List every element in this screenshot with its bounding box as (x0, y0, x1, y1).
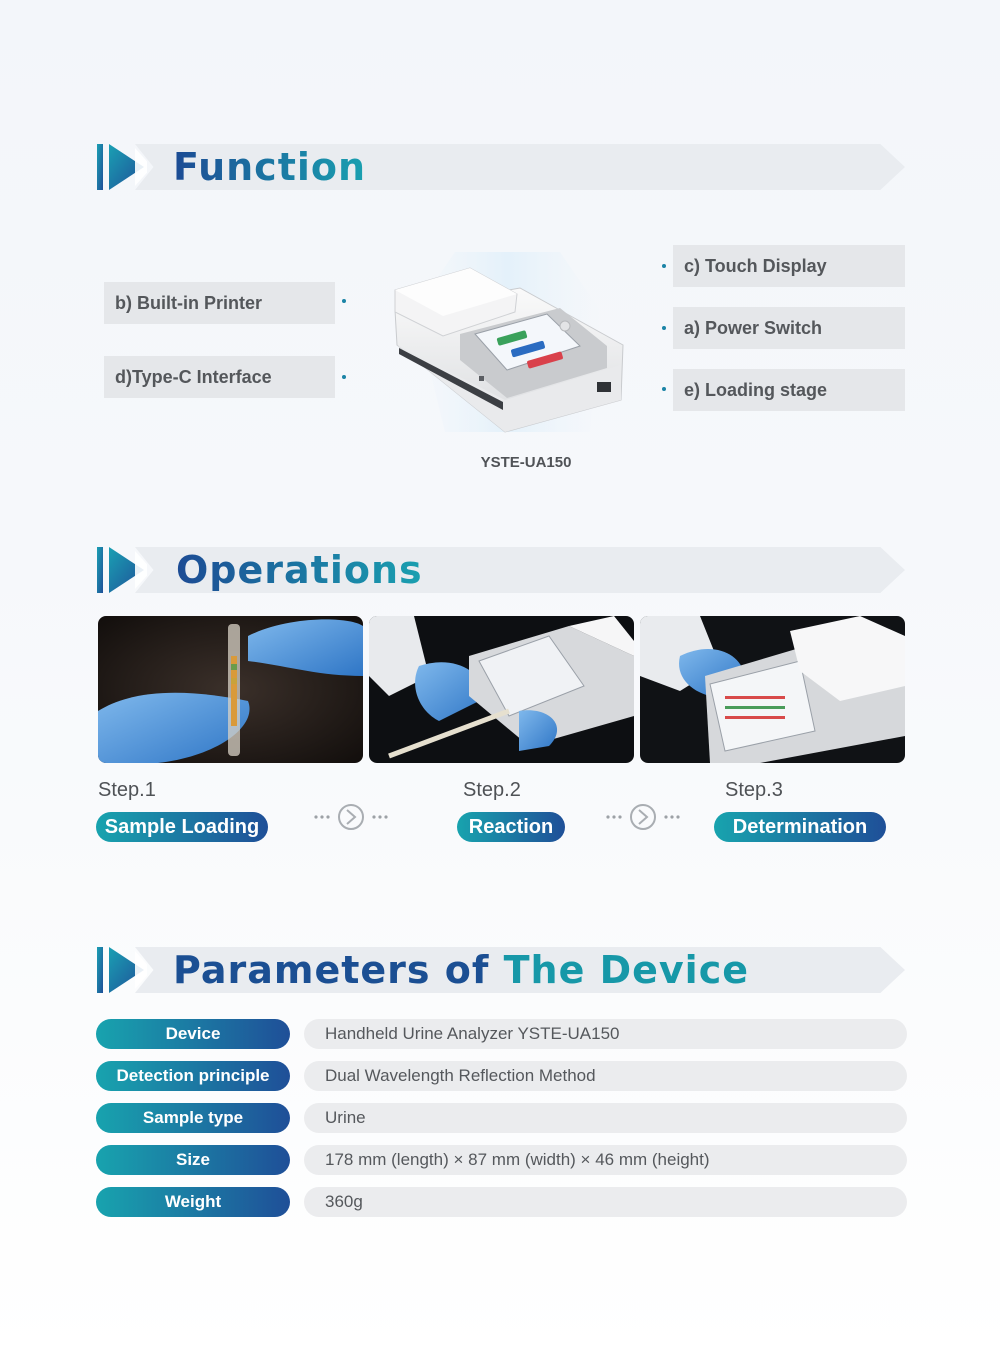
step3-pill: Determination (714, 812, 886, 842)
step1-photo (98, 616, 363, 763)
parameters-section-header (97, 947, 905, 993)
title-part1: Parameters of (173, 948, 490, 992)
param-row (96, 1061, 907, 1091)
param-key: Size (96, 1145, 290, 1175)
step2-label: Step.2 (463, 779, 521, 801)
play-icon (97, 144, 147, 190)
callout-dot (662, 387, 666, 391)
function-section-header (97, 144, 905, 190)
callout-dot (662, 326, 666, 330)
callout-dot (662, 264, 666, 268)
param-value: 360g (304, 1187, 907, 1217)
callout-dot (342, 299, 346, 303)
label-touch-display: c) Touch Display (673, 245, 905, 287)
param-row (96, 1145, 907, 1175)
param-key: Sample type (96, 1103, 290, 1133)
label-type-c-interface: d)Type-C Interface (104, 356, 335, 398)
title-part2: The Device (503, 948, 750, 992)
param-key: Device (96, 1019, 290, 1049)
step1-label: Step.1 (98, 779, 156, 801)
step2-pill: Reaction (457, 812, 565, 842)
step3-label: Step.3 (725, 779, 783, 801)
param-key: Weight (96, 1187, 290, 1217)
param-value: 178 mm (length) × 87 mm (width) × 46 mm (height) (304, 1145, 907, 1175)
param-row (96, 1103, 907, 1133)
param-key: Detection principle (96, 1061, 290, 1091)
param-value: Handheld Urine Analyzer YSTE-UA150 (304, 1019, 907, 1049)
label-built-in-printer: b) Built-in Printer (104, 282, 335, 324)
param-value: Dual Wavelength Reflection Method (304, 1061, 907, 1091)
play-icon (97, 947, 147, 993)
section-title: Function (173, 145, 367, 189)
chevron-right-icon (604, 802, 682, 832)
play-icon (97, 547, 147, 593)
label-loading-stage: e) Loading stage (673, 369, 905, 411)
param-value: Urine (304, 1103, 907, 1133)
param-row (96, 1019, 907, 1049)
callout-dot (342, 375, 346, 379)
operations-section-header (97, 547, 905, 593)
step1-pill: Sample Loading (96, 812, 268, 842)
label-power-switch: a) Power Switch (673, 307, 905, 349)
section-title: Operations (176, 548, 423, 592)
step2-photo (369, 616, 634, 763)
param-row (96, 1187, 907, 1217)
device-model-label: YSTE-UA150 (480, 454, 572, 471)
step3-photo (640, 616, 905, 763)
urine-analyzer-device-image (385, 250, 630, 440)
section-title (173, 947, 749, 993)
chevron-right-icon (312, 802, 390, 832)
